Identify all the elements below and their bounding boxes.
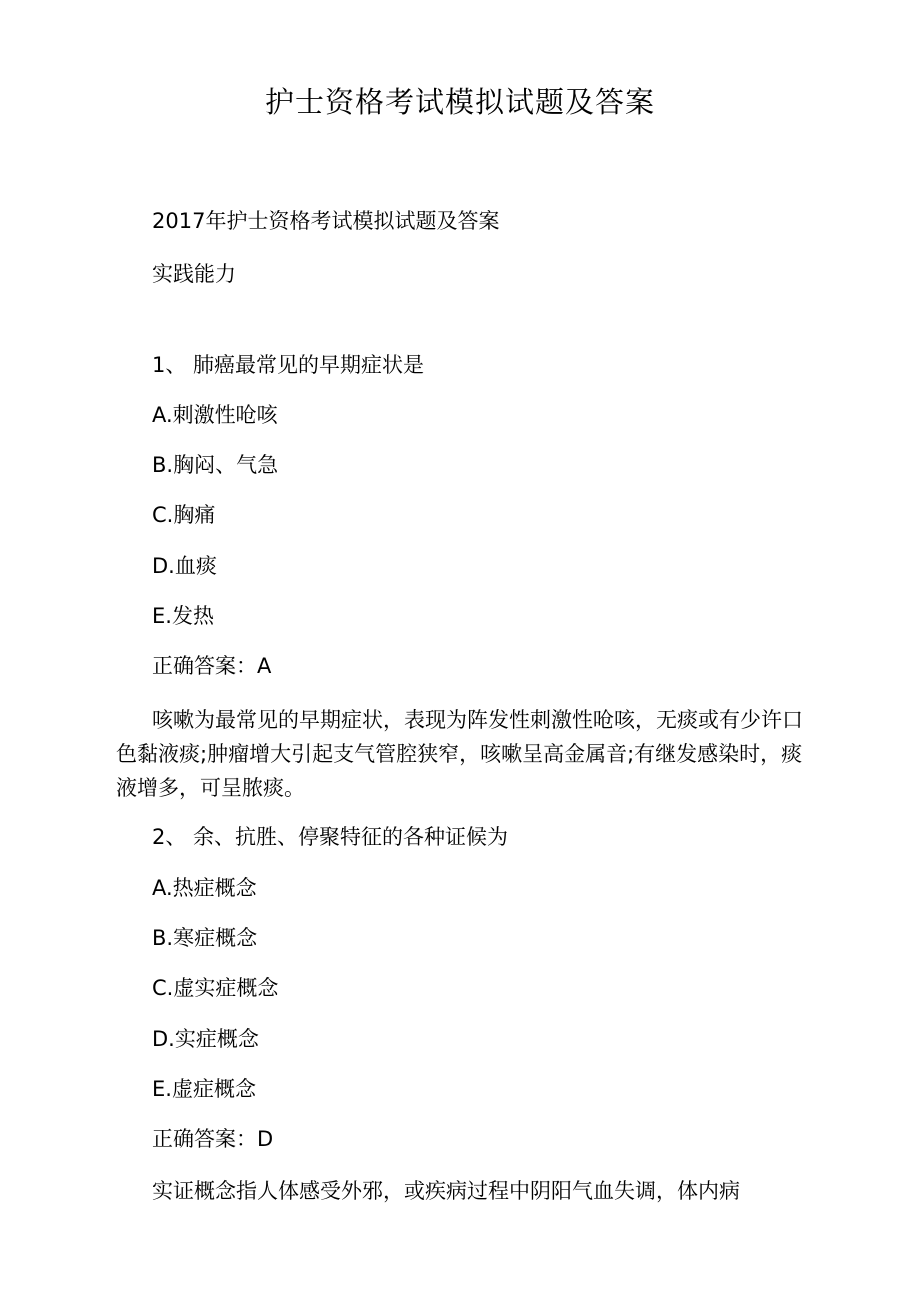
question-2-option-d: D.实症概念 xyxy=(152,1027,259,1051)
question-1-stem: 1、 肺癌最常见的早期症状是 xyxy=(152,353,425,377)
question-2-stem: 2、 余、抗胜、停聚特征的各种证候为 xyxy=(152,825,509,849)
question-1-option-d: D.血痰 xyxy=(152,554,217,578)
question-2-option-c: C.虚实症概念 xyxy=(152,976,279,1000)
question-2-option-a: A.热症概念 xyxy=(152,876,257,900)
question-2-explanation: 实证概念指人体感受外邪，或疾病过程中阴阳气血失调，体内病 xyxy=(152,1179,740,1203)
question-2-option-e: E.虚症概念 xyxy=(152,1077,256,1101)
section-heading: 实践能力 xyxy=(152,262,236,286)
question-1-option-a: A.刺激性呛咳 xyxy=(152,403,278,427)
question-1-option-b: B.胸闷、气急 xyxy=(152,453,279,477)
question-1-option-c: C.胸痛 xyxy=(152,503,216,527)
question-1-explanation: 咳嗽为最常见的早期症状，表现为阵发性刺激性呛咳，无痰或有少许口色黏液痰;肿瘤增大引起支气管腔狭窄，咳嗽呈高金属音;有继发感染时，痰液增多，可呈脓痰。 xyxy=(116,708,803,800)
question-1-option-e: E.发热 xyxy=(152,604,214,628)
document-subtitle: 2017年护士资格考试模拟试题及答案 xyxy=(152,209,500,233)
question-1-answer: 正确答案：A xyxy=(152,654,272,678)
question-2-answer: 正确答案：D xyxy=(152,1127,274,1151)
question-2-option-b: B.寒症概念 xyxy=(152,926,258,950)
page-title: 护士资格考试模拟试题及答案 xyxy=(264,85,655,119)
